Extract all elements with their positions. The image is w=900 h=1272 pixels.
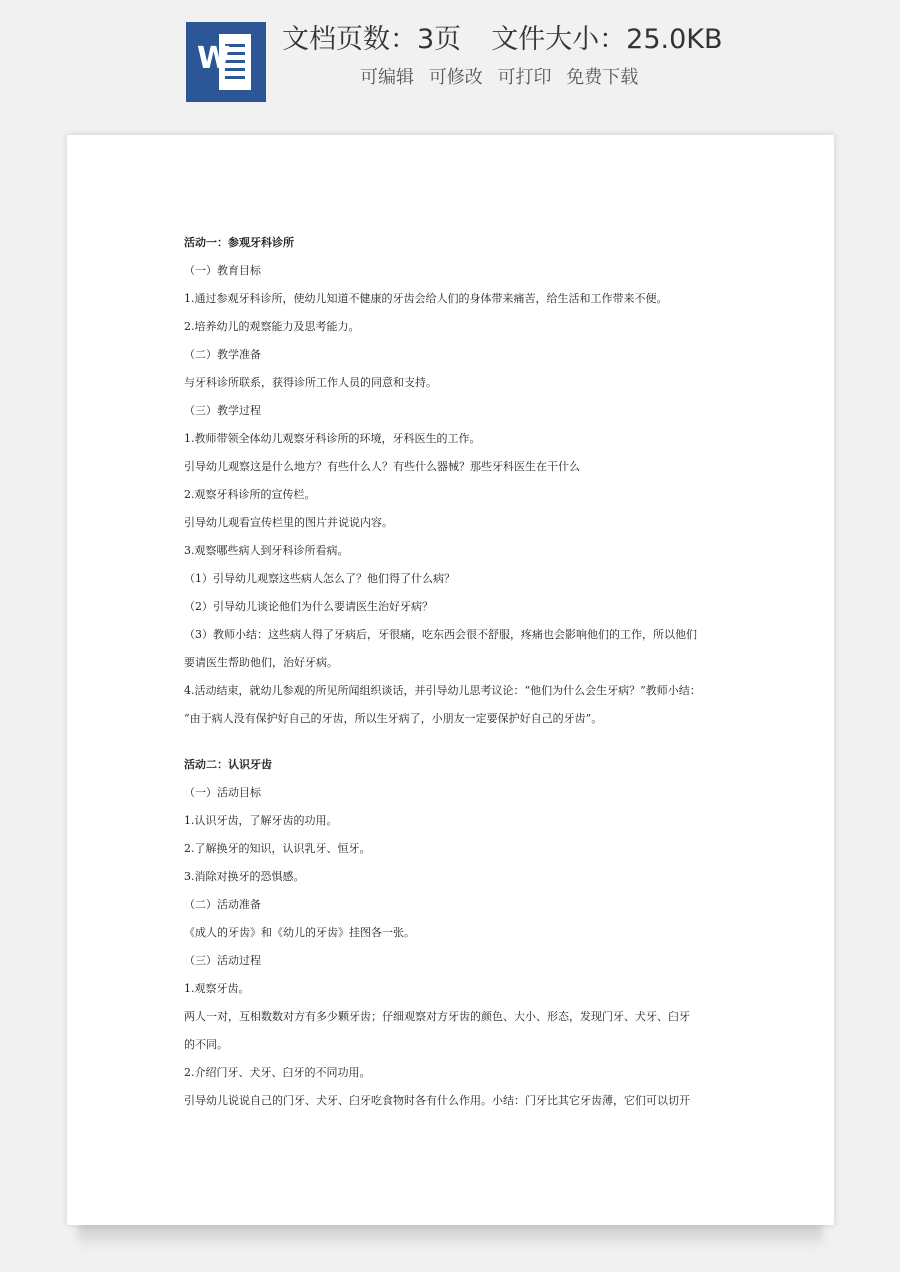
document-line: 3.消除对换牙的恐惧感。: [184, 870, 305, 883]
document-line: 3.观察哪些病人到牙科诊所看病。: [184, 544, 349, 557]
document-line: 2.介绍门牙、犬牙、臼牙的不同功用。: [184, 1066, 371, 1079]
feature-list: [360, 66, 647, 90]
document-line: 引导幼儿观察这是什么地方？有些什么人？有些什么器械？那些牙科医生在干什么: [184, 460, 580, 473]
document-line: 2.培养幼儿的观察能力及思考能力。: [184, 320, 360, 333]
feature-free-download: 免费下载: [566, 67, 639, 88]
document-line: （二）教学准备: [184, 348, 261, 361]
document-line: 2.观察牙科诊所的宣传栏。: [184, 488, 316, 501]
document-page: [67, 135, 834, 1225]
document-line: 引导幼儿观看宣传栏里的图片并说说内容。: [184, 516, 393, 529]
document-line: （二）活动准备: [184, 898, 261, 911]
document-line: 引导幼儿说说自己的门牙、犬牙、臼牙吃食物时各有什么作用。小结：门牙比其它牙齿薄，它们可以切开: [184, 1094, 690, 1107]
word-icon-letter: W: [197, 41, 231, 76]
file-size: 文件大小：25.0KB: [491, 24, 723, 55]
feature-editable: 可编辑: [360, 67, 414, 88]
document-line: 1.教师带领全体幼儿观察牙科诊所的环境，牙科医生的工作。: [184, 432, 481, 445]
document-body: [184, 229, 720, 1115]
document-line: （一）活动目标: [184, 786, 261, 799]
word-document-icon: [186, 22, 266, 102]
document-stats: [282, 20, 723, 60]
document-line: 《成人的牙齿》和《幼儿的牙齿》挂图各一张。: [184, 926, 415, 939]
document-line: 与牙科诊所联系，获得诊所工作人员的同意和支持。: [184, 376, 437, 389]
document-line: （一）教育目标: [184, 264, 261, 277]
section-heading: 活动一：参观牙科诊所: [184, 236, 294, 249]
feature-printable: 可打印: [497, 67, 552, 88]
feature-modifiable: 可修改: [428, 67, 483, 88]
document-line: （1）引导幼儿观察这些病人怎么了？他们得了什么病？: [184, 572, 455, 585]
document-line: 要请医生帮助他们，治好牙病。: [184, 656, 338, 669]
document-line: （2）引导幼儿谈论他们为什么要请医生治好牙病？: [184, 600, 433, 613]
document-line: 1.观察牙齿。: [184, 982, 250, 995]
page-shadow: [78, 1222, 823, 1248]
document-line: 4.活动结束，就幼儿参观的所见所闻组织谈话，并引导幼儿思考议论：“他们为什么会生牙病？”教师小结：: [184, 684, 701, 697]
document-info-header: [0, 0, 900, 125]
document-line: （3）教师小结：这些病人得了牙病后，牙很痛，吃东西会很不舒服，疼痛也会影响他们的工作，所以他们: [184, 628, 697, 641]
document-line: 1.认识牙齿，了解牙齿的功用。: [184, 814, 338, 827]
document-line: （三）活动过程: [184, 954, 261, 967]
section-heading: 活动二：认识牙齿: [184, 758, 272, 771]
document-line: “由于病人没有保护好自己的牙齿，所以生牙病了，小朋友一定要保护好自己的牙齿”。: [184, 712, 603, 725]
document-line: （三）教学过程: [184, 404, 261, 417]
page-count: 文档页数：3页: [282, 24, 462, 55]
document-line: 1.通过参观牙科诊所，使幼儿知道不健康的牙齿会给人们的身体带来痛苦，给生活和工作带来不便。: [184, 292, 668, 305]
document-line: 2.了解换牙的知识，认识乳牙、恒牙。: [184, 842, 371, 855]
section-spacer: [184, 733, 720, 751]
document-line: 的不同。: [184, 1038, 228, 1051]
document-line: 两人一对，互相数数对方有多少颗牙齿；仔细观察对方牙齿的颜色、大小、形态，发现门牙、犬牙、臼牙: [184, 1010, 690, 1023]
